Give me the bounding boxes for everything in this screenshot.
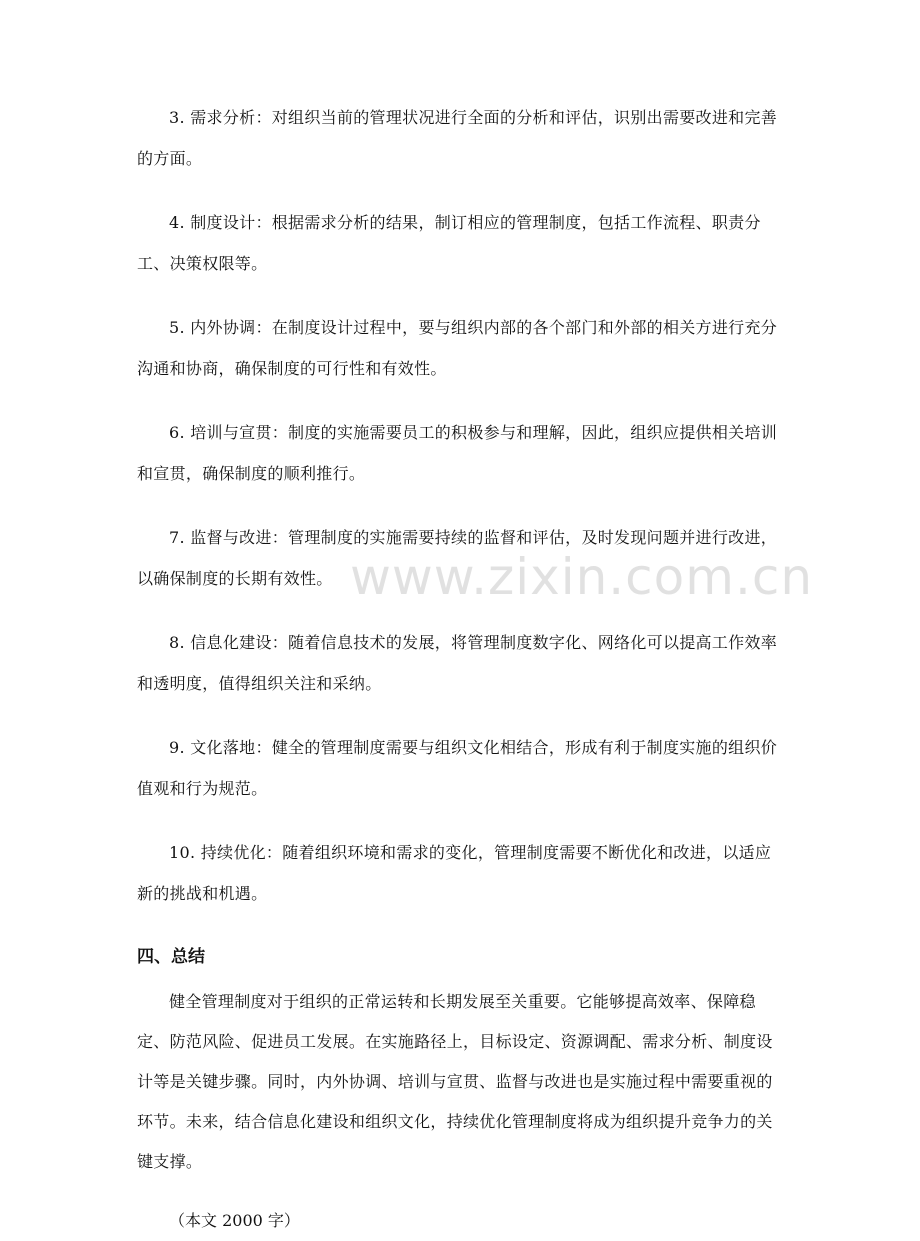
section-heading-summary: 四、总结 <box>137 947 205 967</box>
word-count-note: （本文 2000 字） <box>169 1211 300 1230</box>
list-item-system-design: 4. 制度设计：根据需求分析的结果，制订相应的管理制度，包括工作流程、职责分工、决策权限等。 <box>137 213 761 273</box>
list-item-informatization: 8. 信息化建设：随着信息技术的发展，将管理制度数字化、网络化可以提高工作效率和透明度，值得组织关注和采纳。 <box>137 633 778 693</box>
list-item-culture: 9. 文化落地：健全的管理制度需要与组织文化相结合，形成有利于制度实施的组织价值观和行为规范。 <box>137 738 778 798</box>
list-item-supervision: 7. 监督与改进：管理制度的实施需要持续的监督和评估，及时发现问题并进行改进，以确保制度的长期有效性。 <box>137 528 778 588</box>
list-item-optimization: 10. 持续优化：随着组织环境和需求的变化，管理制度需要不断优化和改进，以适应新的挑战和机遇。 <box>137 843 772 903</box>
document-page <box>137 97 787 1241</box>
watermark-text: www.zixin.com.cn <box>350 548 814 606</box>
list-item-coordination: 5. 内外协调：在制度设计过程中，要与组织内部的各个部门和外部的相关方进行充分沟通和协商，确保制度的可行性和有效性。 <box>137 318 778 378</box>
summary-paragraph: 健全管理制度对于组织的正常运转和长期发展至关重要。它能够提高效率、保障稳定、防范风险、促进员工发展。在实施路径上，目标设定、资源调配、需求分析、制度设计等是关键步骤。同时，内外协调、培训与宣贯、监督与改进也是实施过程中需要重视的环节。未来，结合信息化建设和组织文化，持续优化管理制度将成为组织提升竞争力的关键支撑。 <box>137 992 773 1171</box>
list-item-needs-analysis: 3. 需求分析：对组织当前的管理状况进行全面的分析和评估，识别出需要改进和完善的方面。 <box>137 108 778 168</box>
list-item-training: 6. 培训与宣贯：制度的实施需要员工的积极参与和理解，因此，组织应提供相关培训和宣贯，确保制度的顺利推行。 <box>137 423 778 483</box>
